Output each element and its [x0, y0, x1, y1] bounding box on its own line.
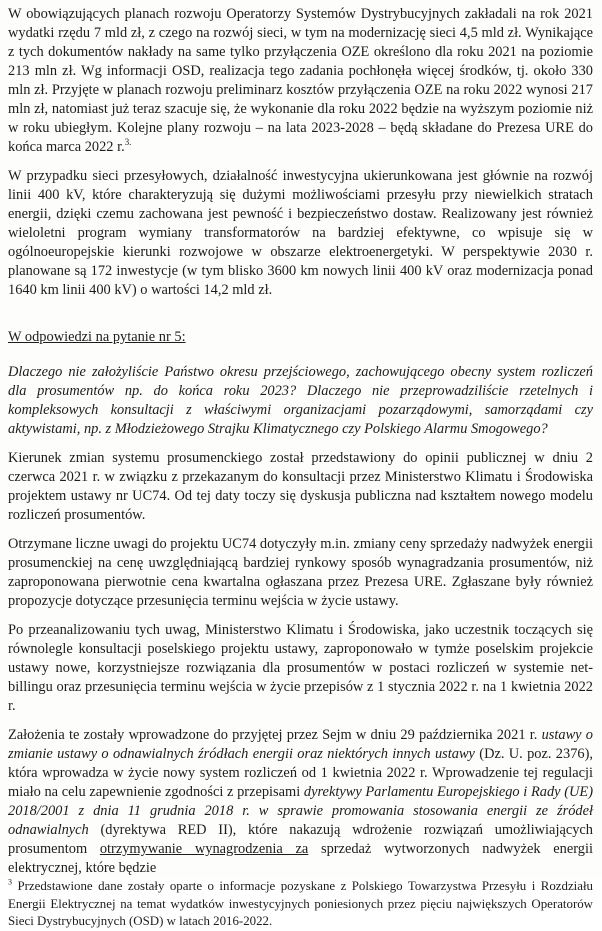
document-paragraphs	[8, 5, 593, 878]
text-segment: Otrzymane liczne uwagi do projektu UC74 dotyczyły m.in. zmiany ceny sprzedaży nadwyżek energii prosumenckiej na cenę uwzględniającą bardziej rynkowy sposób wynagradzania prosumentów, niż zaproponowana pierwotnie cena kwartalna ogłaszana przez Prezesa URE. Zgłaszane były również propozycje dotyczące przesunięcia terminu wejścia w życie ustawy.	[8, 536, 593, 609]
text-segment: ustawy o zmianie ustawy o odnawialnych źródłach energii oraz niektórych innych ustawy	[8, 727, 593, 762]
text-segment: dyrektywy Parlamentu Europejskiego i Rady (UE) 2018/2001 z dnia 11 grudnia 2018 r. w sprawie promowania stosowania energii ze źródeł odnawialnych	[8, 784, 593, 838]
para-prosumer-direction	[8, 449, 593, 525]
text-segment: Kierunek zmian systemu prosumenckiego został przedstawiony do opinii publicznej w dniu 2 czerwca 2021 r. w związku z przekazanym do konsultacji przez Ministerstwo Klimatu i Środowiska projektem ustawy nr UC74. Od tej daty toczy się dyskusja publiczna nad kształtem nowego modelu rozliczeń prosumentów.	[8, 450, 593, 523]
text-segment: (dyrektywa RED II), które nakazują wdrożenie rozwiązań umożliwiających prosumentom	[8, 822, 593, 857]
text-segment: sprzedaż wytworzonych nadwyżek energii elektrycznej, które będzie	[8, 841, 593, 876]
footnote-section	[8, 878, 593, 931]
text-segment: Założenia te zostały wprowadzone do przyjętej przez Sejm w dniu 29 października 2021 r.	[8, 727, 542, 743]
text-segment: W przypadku sieci przesyłowych, działalność inwestycyjna ukierunkowana jest głównie na rozwój linii 400 kV, które charakteryzują się dużymi możliwościami przesyłu przy niewielkich stratach energii, dzięki czemu zachowana jest pewność i bezpieczeństwo dostaw. Realizowany jest również wieloletni program wymiany transformatorów na bardziej efektywne, co wpisuje się w ogólnoeuropejskie kierunki rozwojowe w obszarze elektroenergetyki. W perspektywie 2030 r. planowane są 172 inwestycje (w tym blisko 3600 km nowych linii 400 kV oraz modernizacja ponad 1640 km linii 400 kV) o wartości 14,2 mld zł.	[8, 168, 593, 298]
para-sejm-act	[8, 726, 593, 878]
text-segment: Dlaczego nie założyliście Państwo okresu przejściowego, zachowującego obecny system rozliczeń dla prosumentów np. do końca roku 2023? Dlaczego nie przeprowadziliście rzetelnych i kompleksowych konsultacji z właściwymi organizacjami pozarządowymi, samorządami czy aktywistami, np. z Młodzieżowego Strajku Klimatycznego czy Polskiego Alarmu Smogowego?	[8, 364, 593, 437]
text-segment: W obowiązujących planach rozwoju Operatorzy Systemów Dystrybucyjnych zakładali na rok 2021 wydatki rzędu 7 mld zł, z czego na rozwój sieci, w tym na modernizację sieci 4,5 mld zł. Wynikające z tych dokumentów nakłady na same tylko przyłączenia OZE określono dla roku 2021 na poziomie 213 mln zł. Wg informacji OSD, realizacja tego zadania pochłonęła więcej środków, tj. około 330 mln zł. Przyjęte w planach rozwoju preliminarz kosztów przyłączenia OZE na roku 2022 wynosi 217 mln zł, natomiast już teraz szacuje się, że wykonanie dla roku 2022 będzie na wyższym poziomie niż w roku ubiegłym. Kolejne plany rozwoju – na lata 2023-2028 – będą składane do Prezesa URE do końca marca 2022 r.	[8, 6, 593, 155]
para-question-quote	[8, 363, 593, 439]
para-osd-investment-plans	[8, 5, 593, 157]
text-segment: otrzymywanie wynagrodzenia za	[99, 841, 309, 857]
text-segment: W odpowiedzi na pytanie nr 5:	[8, 329, 186, 345]
para-uc74-comments	[8, 535, 593, 611]
text-segment: (Dz. U. poz. 2376), która wprowadza w życie nowy system rozliczeń od 1 kwietnia 2022 r. Wprowadzenie tej regulacji miało na celu zapewnienie zgodności z przepisami	[8, 746, 593, 800]
text-segment: Po przeanalizowaniu tych uwag, Ministerstwo Klimatu i Środowiska, jako uczestnik toczących się równolegle konsultacji poselskiego projektu ustawy, zaproponowało w tymże poselskim projekcie ustawy nowe, korzystniejsze rozwiązania dla prosumentów w postaci rozliczeń w systemie net-billingu oraz przesunięcia terminu wejścia w życie przepisów z 1 stycznia 2022 r. na 1 kwietnia 2022 r.	[8, 622, 593, 714]
footnote-text	[8, 878, 593, 931]
para-transmission-networks	[8, 167, 593, 300]
footnote-marker: 3	[8, 877, 12, 887]
footnote-reference: 3.	[124, 137, 132, 148]
heading-answer-question-5	[8, 328, 593, 347]
footnote-body: Przedstawione dane zostały oparte o informacje pozyskane z Polskiego Towarzystwa Przesyłu i Rozdziału Energii Elektrycznej na temat wydatków inwestycyjnych poniesionych przez pięciu największych Operatorów Sieci Dystrybucyjnych (OSD) w latach 2016-2022.	[8, 879, 593, 928]
para-ministry-response	[8, 621, 593, 716]
